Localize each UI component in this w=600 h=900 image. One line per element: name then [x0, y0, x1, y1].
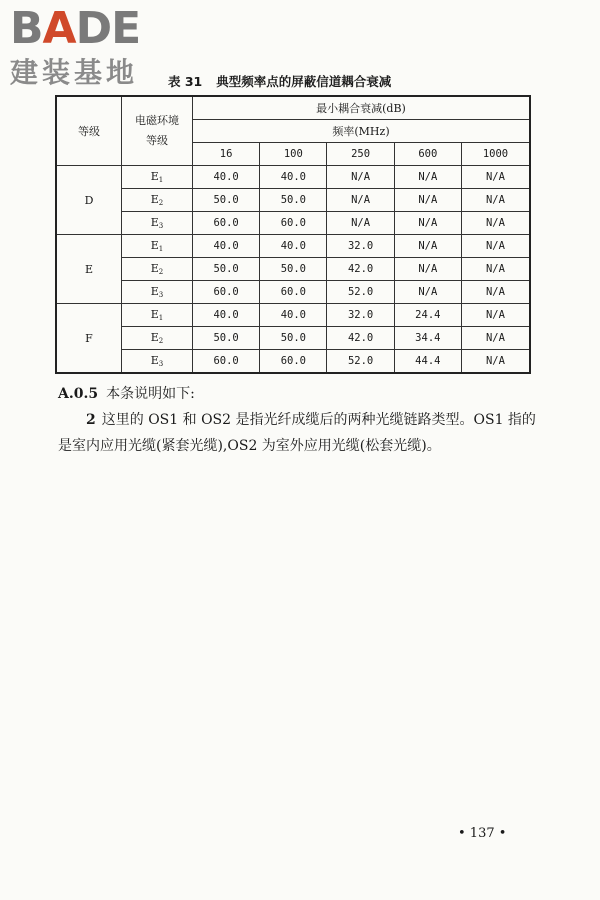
value-cell: N/A — [394, 212, 461, 235]
freq-header-cell: 16 — [193, 143, 260, 166]
value-cell: N/A — [394, 189, 461, 212]
paragraph-text: 这里的 OS1 和 OS2 是指光纤成缆后的两种光缆链路类型。OS1 指的是室内应用光缆(紧套光缆),OS2 为室外应用光缆(松套光缆)。 — [58, 412, 536, 454]
logo-subtitle: 建装基地 — [10, 56, 139, 89]
value-cell: N/A — [327, 166, 394, 189]
section-heading — [58, 381, 538, 407]
value-cell: 60.0 — [260, 281, 327, 304]
value-cell: N/A — [461, 350, 530, 374]
value-cell: N/A — [461, 212, 530, 235]
logo — [10, 4, 185, 96]
table-number: 表 31 — [168, 74, 203, 89]
value-cell: N/A — [394, 166, 461, 189]
value-cell: 60.0 — [193, 212, 260, 235]
value-cell: 50.0 — [260, 189, 327, 212]
env-cell: $E_3$ — [122, 212, 193, 235]
value-cell: 42.0 — [327, 327, 394, 350]
env-cell: $E_1$ — [122, 166, 193, 189]
value-cell: N/A — [327, 212, 394, 235]
value-cell: 50.0 — [193, 258, 260, 281]
value-cell: 50.0 — [193, 327, 260, 350]
value-cell: 60.0 — [193, 281, 260, 304]
section-text: 本条说明如下: — [106, 386, 195, 402]
header-grade: 等级 — [56, 96, 122, 166]
value-cell: N/A — [394, 235, 461, 258]
page-number: • 137 • — [458, 826, 507, 841]
grade-cell: F — [56, 304, 122, 374]
value-cell: 60.0 — [193, 350, 260, 374]
value-cell: N/A — [327, 189, 394, 212]
value-cell: N/A — [461, 304, 530, 327]
value-cell: N/A — [394, 281, 461, 304]
paragraph — [58, 407, 538, 459]
table-row — [56, 327, 530, 350]
table-row — [56, 281, 530, 304]
env-cell: $E_1$ — [122, 235, 193, 258]
section-label: A.0.5 — [58, 386, 99, 402]
table-row — [56, 350, 530, 374]
value-cell: 40.0 — [260, 166, 327, 189]
value-cell: 52.0 — [327, 350, 394, 374]
env-cell: $E_3$ — [122, 350, 193, 374]
env-cell: $E_3$ — [122, 281, 193, 304]
value-cell: 32.0 — [327, 235, 394, 258]
value-cell: 40.0 — [193, 235, 260, 258]
value-cell: 60.0 — [260, 212, 327, 235]
table-row — [56, 258, 530, 281]
table-row — [56, 212, 530, 235]
freq-header-cell: 600 — [394, 143, 461, 166]
freq-header-cell: 100 — [260, 143, 327, 166]
value-cell: N/A — [461, 166, 530, 189]
value-cell: 40.0 — [260, 304, 327, 327]
value-cell: 34.4 — [394, 327, 461, 350]
value-cell: 50.0 — [260, 258, 327, 281]
value-cell: 50.0 — [193, 189, 260, 212]
table-row — [56, 304, 530, 327]
header-env: 电磁环境 等级 — [122, 96, 193, 166]
value-cell: N/A — [461, 258, 530, 281]
freq-header-cell: 250 — [327, 143, 394, 166]
header-frequency: 频率(MHz) — [193, 120, 531, 143]
paragraph-number: 2 — [86, 412, 96, 428]
value-cell: N/A — [461, 189, 530, 212]
value-cell: 44.4 — [394, 350, 461, 374]
value-cell: 60.0 — [260, 350, 327, 374]
table-row — [56, 189, 530, 212]
value-cell: N/A — [461, 327, 530, 350]
env-cell: $E_1$ — [122, 304, 193, 327]
header-min-coupling: 最小耦合衰减(dB) — [193, 96, 531, 120]
value-cell: 32.0 — [327, 304, 394, 327]
coupling-table — [55, 95, 531, 374]
freq-header-cell: 1000 — [461, 143, 530, 166]
value-cell: 52.0 — [327, 281, 394, 304]
env-cell: $E_2$ — [122, 189, 193, 212]
value-cell: N/A — [394, 258, 461, 281]
value-cell: 40.0 — [260, 235, 327, 258]
env-cell: $E_2$ — [122, 327, 193, 350]
value-cell: 42.0 — [327, 258, 394, 281]
table-row — [56, 235, 530, 258]
value-cell: N/A — [461, 235, 530, 258]
value-cell: 40.0 — [193, 166, 260, 189]
value-cell: 40.0 — [193, 304, 260, 327]
logo-brand: BADE — [10, 3, 141, 54]
env-cell: $E_2$ — [122, 258, 193, 281]
grade-cell: D — [56, 166, 122, 235]
table-row — [56, 166, 530, 189]
value-cell: N/A — [461, 281, 530, 304]
value-cell: 50.0 — [260, 327, 327, 350]
grade-cell: E — [56, 235, 122, 304]
table-title: 典型频率点的屏蔽信道耦合衰减 — [216, 74, 392, 89]
table-body — [56, 166, 530, 374]
table-caption — [168, 72, 391, 90]
value-cell: 24.4 — [394, 304, 461, 327]
